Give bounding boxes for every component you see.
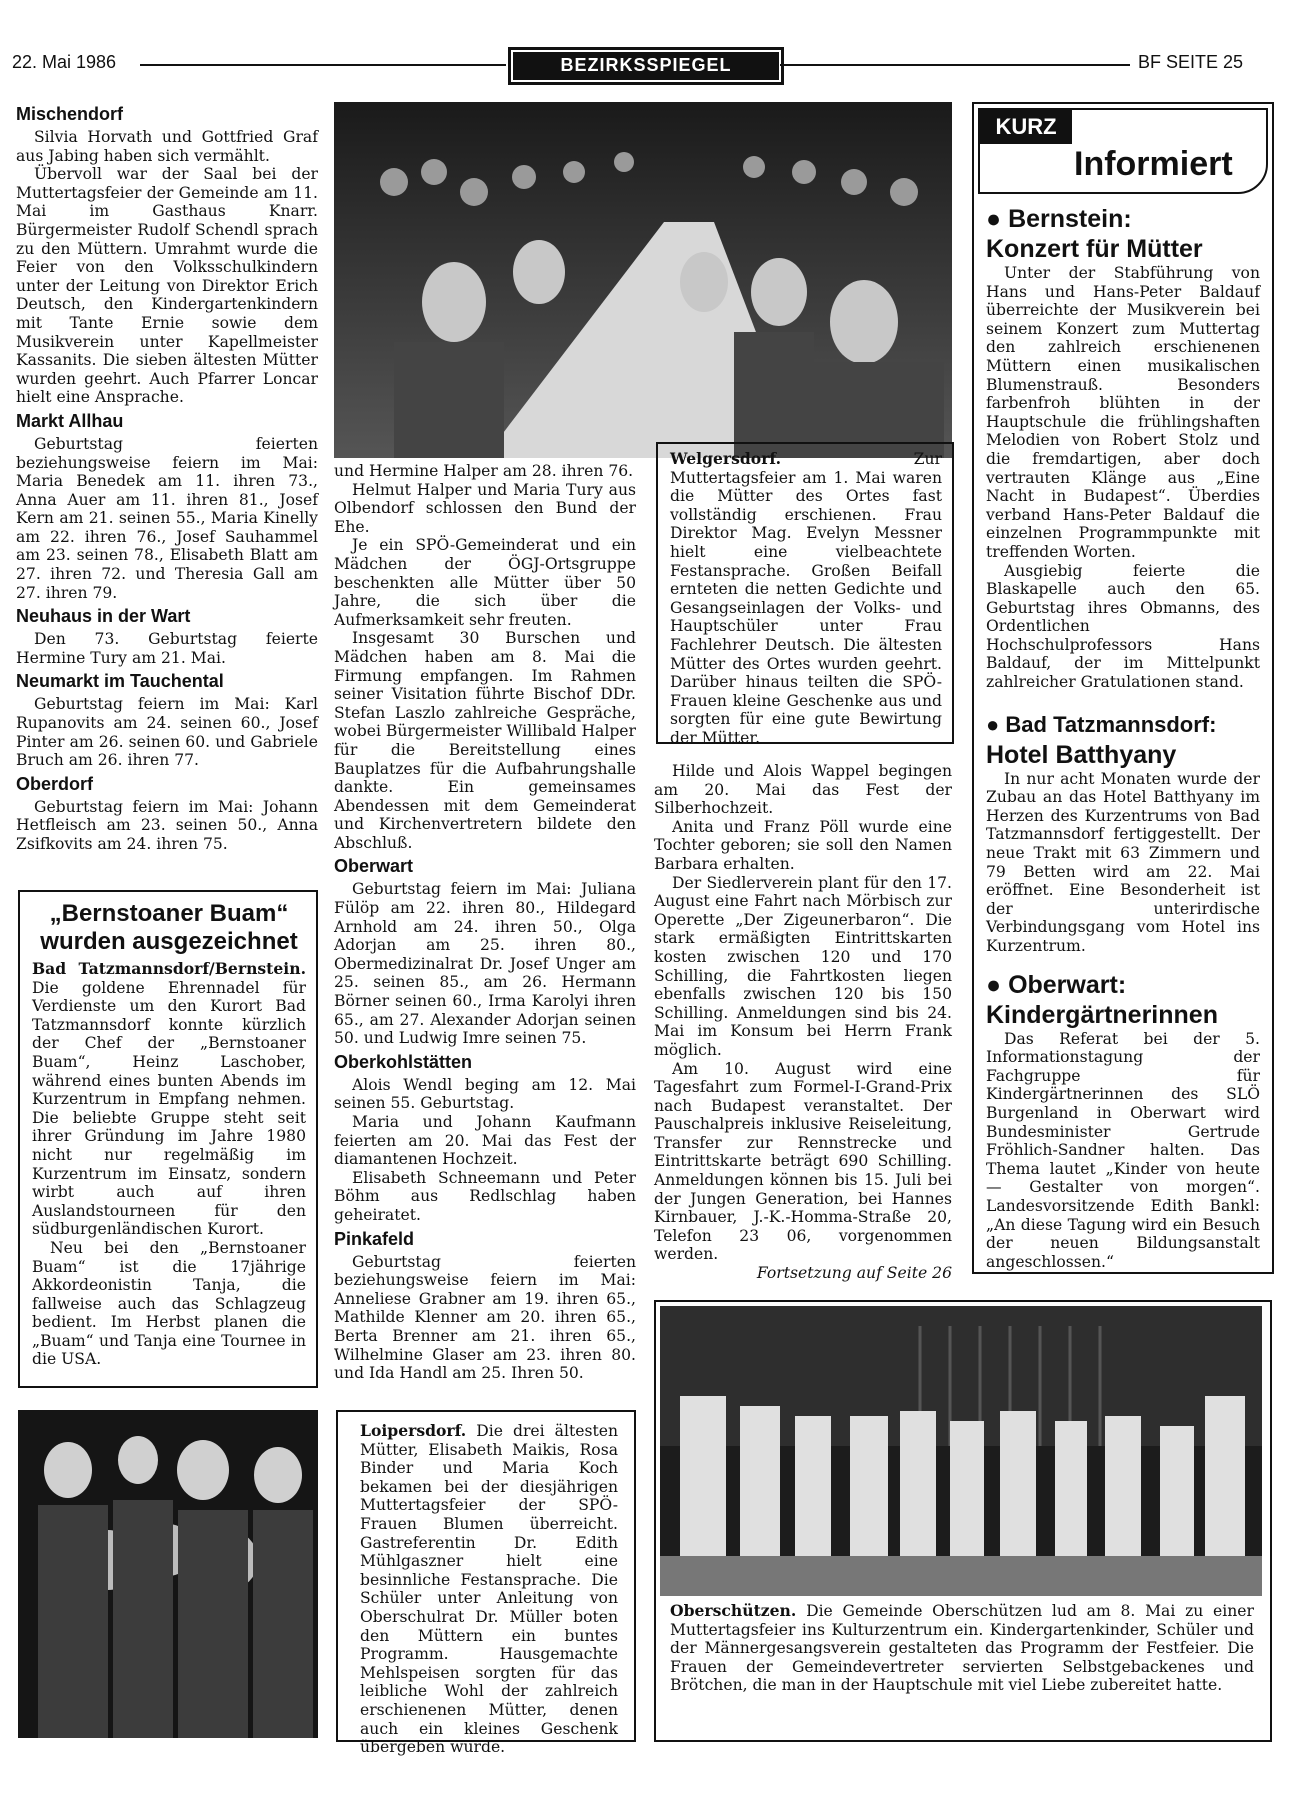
bullet-icon: ● — [986, 205, 1002, 233]
oberschuetzen-text: Die Gemeinde Oberschützen lud am 8. Mai zu einer Muttertagsfeier ins Kulturzentrum ein. Kindergartenkinder, Schüler und der Männergesangsverein gestalteten das Programm der Festfeier. Die Frauen der Gemeindevertreter servierten Selbstgebackenes und Brötchen, die man in der Hauptschule mit viel Liebe zubereitet hatte. — [670, 1602, 1254, 1695]
heading-pinkafeld: Pinkafeld — [334, 1228, 415, 1249]
bernstoaner-text-1: Die goldene Ehrennadel für Verdienste um den Kurort Bad Tatzmannsdorf konnte kürzlich der Chef der „Bernstoaner Buam“, Heinz Laschober, während eines bunten Abends im Kurzentrum in Empfang nehmen. Die beliebte Gruppe steht seit ihrer Gründung im Jahre 1980 nicht nur regelmäßig im Kurzentrum im Einsatz, sondern wirbt auch auf ihren Auslandstourneen für den südburgenländischen Kurort. — [32, 978, 306, 1239]
welgersdorf-text: Zur Muttertagsfeier am 1. Mai waren die Mütter des Ortes fast vollständig erschienen. Frau Direktor Mag. Evelyn Messner hielt eine vielbeachtete Festansprache. Großen Beifall ernteten die netten Gedichte und Gesangseinlagen der Volks- und Hauptschüler unter Frau Fachlehrer Deutsch. Die ältesten Mütter des Ortes wurden geehrt. Darüber hinaus teilten die SPÖ-Frauen kleine Geschenke aus und sorgten für eine gute Bewirtung der Mütter. — [670, 450, 942, 747]
heading-markt-allhau: Markt Allhau — [16, 410, 124, 431]
oberschuetzen-caption — [670, 1602, 1254, 1695]
text-oberkohl-2: Maria und Johann Kaufmann feierten am 20. Mai das Fest der diamantenen Hochzeit. — [334, 1113, 636, 1169]
kurz-heading-1a: Bernstein: — [1008, 205, 1132, 233]
text-neuhaus: Den 73. Geburtstag feierte Hermine Tury am 21. Mai. — [16, 630, 318, 667]
text-wappel: Hilde und Alois Wappel begingen am 20. Mai das Fest der Silberhochzeit. — [654, 762, 952, 818]
text-spoe-gemeinderat: Je ein SPÖ-Gemeinderat und ein Mädchen der ÖGJ-Ortsgruppe beschenkten alle Mütter über 50 Jahre, die sich über die Aufmerksamkeit sehr freuten. — [334, 536, 636, 629]
header-rule-left — [140, 64, 506, 66]
kurz-informiert-box — [972, 102, 1274, 1274]
informiert-label: Informiert — [1074, 145, 1233, 183]
issue-date: 22. Mai 1986 — [12, 52, 117, 72]
text-mischendorf-2: Übervoll war der Saal bei der Muttertagsfeier der Gemeinde am 11. Mai im Gasthaus Knarr. Bürgermeister Rudolf Schendl sprach zu den Müttern. Umrahmt wurde die Feier von den Volksschulkindern unter der Leitung von Direktor Erich Deutsch, den Kindergartenkindern mit Tante Ernie sowie dem Musikverein unter Kapellmeister Kassanits. Die sieben ältesten Mütter wurden geehrt. Auch Pfarrer Loncar hielt eine Ansprache. — [16, 165, 318, 407]
text-markt-allhau: Geburtstag feierten beziehungsweise feiern im Mai: Maria Benedek am 11. ihren 73., Anna Auer am 11. ihren 81., Josef Kern am 21. seinen 55., Maria Kinelly am 22. ihren 76., Josef Sauhammel am 23. seinen 78., Elisabeth Blatt am 27. ihren 72. und Theresia Gall am 27. ihren 79. — [16, 434, 318, 602]
kurz-heading-1b: Konzert für Mütter — [986, 235, 1203, 263]
text-oberdorf: Geburtstag feiern im Mai: Johann Hetfleisch am 23. seinen 50., Anna Zsifkovits am 24. ihren 75. — [16, 797, 318, 853]
kurz-text-2: In nur acht Monaten wurde der Zubau an das Hotel Batthyany im Herzen des Kurzentrums von Bad Tatzmannsdorf fertiggestellt. Der neue Trakt mit 63 Zimmern und 79 Betten wird am 22. Mai eröffnet. Eine Besonderheit ist der unterirdische Verbindungsgang vom Hotel ins Kurzentrum. — [986, 769, 1260, 955]
loipersdorf-lead: Loipersdorf. — [360, 1421, 467, 1440]
kurz-content — [986, 204, 1260, 1271]
column-3 — [654, 762, 952, 1283]
heading-mischendorf: Mischendorf — [16, 104, 124, 124]
kurz-text-3: Das Referat bei der 5. Informationstagung der Fachgruppe für Kindergärtnerinnen des SLÖ Burgenland in Oberwart wird Bundesminister Gertrude Fröhlich-Sandner halten. Das Thema lautet „Kinder von heute — Gestalter von morgen“. Landesvorsitzende Edith Bankl: „An diese Tagung wird ein Besuch der neuen Bildungsanstalt angeschlossen.“ — [986, 1029, 1260, 1271]
bullet-icon: ● — [986, 711, 1000, 737]
kurz-text-1: Unter der Stabführung von Hans und Hans-Peter Baldauf überreichte der Musikverein bei seinem Konzert zum Muttertag den zahlreich erschienenen Müttern einen musikalischen Blumenstrauß. Besonders farbenfroh blühten in der Hauptschule die frühlingshaften Melodien von Robert Stolz und die fremdartigen, aber doch vertrauten Klänge aus „Eine Nacht in Budapest“. Überdies verband Hans-Peter Baldauf die einzelnen Programmpunkte mit treffenden Worten. — [986, 264, 1260, 561]
bullet-icon: ● — [986, 970, 1002, 999]
page-number: BF SEITE 25 — [1138, 52, 1244, 72]
text-halper-tury: Helmut Halper und Maria Tury aus Olbendorf schlossen den Bund der Ehe. — [334, 480, 636, 536]
kurz-heading-3a: Oberwart: — [1008, 970, 1127, 999]
text-halper-76: und Hermine Halper am 28. ihren 76. — [334, 462, 634, 480]
kurz-heading-2a: Bad Tatzmannsdorf: — [1005, 711, 1217, 737]
kurz-heading-3b: Kindergärtnerinnen — [986, 1000, 1218, 1029]
photo-muttertagsfeier — [334, 102, 952, 458]
loipersdorf-content — [360, 1422, 618, 1757]
heading-oberdorf: Oberdorf — [16, 773, 94, 794]
text-siedlerverein: Der Siedlerverein plant für den 17. August eine Fahrt nach Mörbisch zur Operette „Der Zigeunerbaron“. Die stark ermäßigten Eintrittskarten kosten zwischen 120 und 170 Schilling, die Fahrtkosten liegen ebenfalls zwischen 120 bis 150 Schilling. Anmeldungen sind bis 24. Mai im Konsum bei Herrn Frank möglich. — [654, 873, 952, 1059]
continuation-note: Fortsetzung auf Seite 26 — [756, 1264, 952, 1283]
oberschuetzen-box — [654, 1300, 1272, 1742]
bernstoaner-lead: Bad Tatzmannsdorf/Bernstein. — [32, 959, 306, 978]
text-neumarkt: Geburtstag feiern im Mai: Karl Rupanovits am 24. seinen 60., Josef Pinter am 26. seinen 60. und Gabriele Bruch am 26. ihren 77. — [16, 695, 318, 770]
bernstoaner-box — [18, 890, 318, 1388]
kurz-text-1b: Ausgiebig feierte die Blaskapelle auch den 65. Geburtstag ihres Obmanns, des Ordentlichen Hochschulprofessors Hans Baldauf, der im Mittelpunkt zahlreicher Gratulationen stand. — [986, 561, 1260, 692]
kurz-label: KURZ — [980, 110, 1072, 144]
welgersdorf-lead: Welgersdorf. — [670, 449, 782, 468]
column-1 — [16, 100, 318, 854]
text-oberkohl-1: Alois Wendl beging am 12. Mai seinen 55. Geburtstag. — [334, 1075, 636, 1113]
bernstoaner-content — [32, 900, 306, 1369]
photo-oberschuetzen — [660, 1306, 1262, 1596]
welgersdorf-box — [656, 442, 954, 747]
text-mischendorf-1: Silvia Horvath und Gottfried Graf aus Jabing haben sich vermählt. — [16, 128, 318, 165]
photo-loipersdorf — [18, 1410, 318, 1738]
kurz-informiert-header — [978, 108, 1268, 194]
welgersdorf-content — [670, 450, 942, 748]
bernstoaner-title-2: wurden ausgezeichnet — [40, 928, 298, 955]
photo-mothers-illustration — [18, 1410, 318, 1738]
heading-neumarkt: Neumarkt im Tauchental — [16, 671, 224, 692]
column-2 — [334, 462, 636, 1383]
heading-oberwart: Oberwart — [334, 856, 414, 877]
text-poell: Anita und Franz Pöll wurde eine Tochter geboren; sie soll den Namen Barbara erhalten. — [654, 817, 952, 873]
loipersdorf-text: Die drei ältesten Mütter, Elisabeth Maikis, Rosa Binder und Maria Koch bekamen bei der diesjährigen Muttertagsfeier der SPÖ-Frauen Blumen überreicht. Gastreferentin Dr. Edith Mühlgaszner hielt eine besinnliche Festansprache. Die Schüler unter Anleitung von Oberschulrat Dr. Müller boten den Müttern ein buntes Programm. Hausgemachte Mehlspeisen sorgten für das leibliche Wohl der zahlreich erschienenen Mütter, denen auch ein kleines Geschenk übergeben wurde. — [360, 1422, 618, 1757]
bernstoaner-title-1: „Bernstoaner Buam“ — [49, 900, 289, 927]
masthead: BEZIRKSSPIEGEL — [508, 47, 784, 85]
text-oberkohl-3: Elisabeth Schneemann und Peter Böhm aus Redlschlag haben geheiratet. — [334, 1168, 636, 1224]
text-firmung: Insgesamt 30 Burschen und Mädchen haben am 8. Mai die Firmung empfangen. Im Rahmen seiner Visitation führte Bischof DDr. Stefan Laszlo zahlreiche Gespräche, wobei Bürgermeister Willibald Halper für die Bereitstellung eines Bauplatzes für die Aufbahrungshalle dankte. Ein gemeinsames Abendessen mit dem Gemeinderat und Kirchenvertretern bildete den Abschluß. — [334, 629, 636, 852]
bernstoaner-text-2: Neu bei den „Bernstoaner Buam“ ist die 17jährige Akkordeonistin Tanja, die fallweise auch das Schlagzeug bedient. Im Herbst planen die „Buam“ und Tanja eine Tournee in die USA. — [32, 1238, 306, 1369]
kurz-heading-2b: Hotel Batthyany — [986, 740, 1177, 769]
photo-children-illustration — [660, 1306, 1262, 1596]
oberschuetzen-lead: Oberschützen. — [670, 1601, 797, 1620]
heading-neuhaus: Neuhaus in der Wart — [16, 606, 191, 627]
text-oberwart: Geburtstag feiern im Mai: Juliana Fülöp am 22. ihren 80., Hildegard Arnhold am 24. ihren 50., Olga Adorjan am 25. ihren 80., Obermedizinalrat Dr. Josef Unger am 25. seinen 85., am 26. Hermann Börner seinen 60., Irma Karolyi ihren 65., am 27. Alexander Adorjan seinen 50. und Ludwig Imre seinen 75. — [334, 880, 636, 1048]
header-rule-right — [780, 64, 1130, 66]
heading-oberkohlstaetten: Oberkohlstätten — [334, 1051, 473, 1072]
text-formel1: Am 10. August wird eine Tagesfahrt zum Formel-I-Grand-Prix nach Budapest veranstaltet. Der Pauschalpreis inklusive Reiseleitung, Transfer zur Rennstrecke und Eintrittskarte beträgt 690 Schilling. Anmeldungen können bis 15. Juli bei der Jungen Generation, bei Hannes Kirnbauer, J.-K.-Homma-Straße 20, Telefon 23 06, vorgenommen werden. — [654, 1059, 952, 1264]
loipersdorf-box — [336, 1410, 636, 1757]
photo-crowd-illustration — [334, 102, 952, 458]
text-pinkafeld: Geburtstag feierten beziehungsweise feiern im Mai: Anneliese Grabner am 19. ihren 65., Mathilde Klenner am 20. ihren 65., Berta Brenner am 21. ihren 65., Wilhelmine Glaser am 23. ihren 80. und Ida Handl am 25. Ihren 50. — [334, 1252, 636, 1383]
